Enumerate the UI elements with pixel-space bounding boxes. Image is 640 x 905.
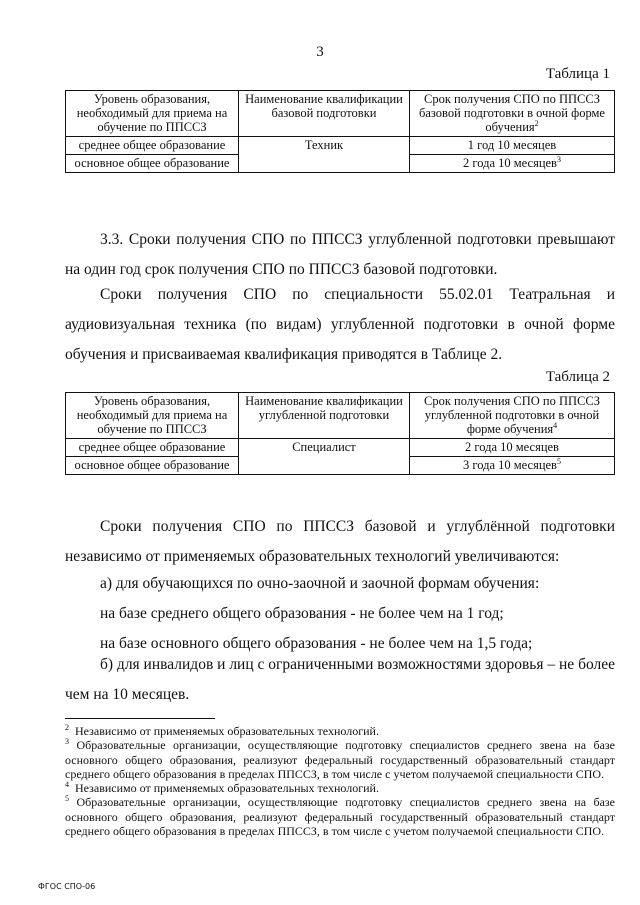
page-number: 3 bbox=[316, 44, 324, 60]
item-a-secondary: на базе среднего общего образования - не более чем на 1 год; bbox=[100, 605, 504, 622]
table2-caption: Таблица 2 bbox=[545, 369, 610, 385]
footnote-divider bbox=[65, 718, 215, 719]
paragraph-increase: Сроки получения СПО по ППССЗ базовой и углублённой подготовки независимо от применяемых образовательных технологий увеличиваются: bbox=[65, 518, 615, 565]
table-row bbox=[66, 137, 615, 155]
footnote-4: $^4$ Независимо от применяемых образовательных технологий. bbox=[65, 780, 379, 796]
table2-header-term: Срок получения СПО по ППССЗ углубленной подготовки в очной форме обучения$^4$ bbox=[410, 393, 615, 439]
table2-term-secondary: 2 года 10 месяцев bbox=[410, 439, 615, 457]
paragraph-terms: Сроки получения СПО по специальности 55.02.01 Театральная и аудиовизуальная техника (по видам) углубленной подготовки в очной форме обучения и присваиваемая квалификация приводятся в Таблице 2. bbox=[65, 286, 615, 363]
table2-level-basic: основное общее образование bbox=[66, 457, 239, 475]
table1-level-basic: основное общее образование bbox=[66, 155, 239, 173]
table1-header-qualification: Наименование квалификации базовой подготовки bbox=[239, 91, 410, 137]
item-a-basic: на базе основного общего образования - не более чем на 1,5 года; bbox=[100, 635, 533, 652]
table1-header-term: Срок получения СПО по ППССЗ базовой подготовки в очной форме обучения$^2$ bbox=[410, 91, 615, 137]
table1-term-secondary: 1 год 10 месяцев bbox=[410, 137, 615, 155]
footer-code: ФГОС СПО-06 bbox=[38, 882, 96, 891]
table2-qualification: Специалист bbox=[239, 439, 410, 475]
table1 bbox=[65, 90, 615, 173]
table1-level-secondary: среднее общее образование bbox=[66, 137, 239, 155]
table2 bbox=[65, 392, 615, 475]
item-a: а) для обучающихся по очно-заочной и заочной формам обучения: bbox=[100, 575, 540, 592]
footnote-5: $^5$ Образовательные организации, осуществляющие подготовку специалистов среднего звена на базе основного общего образования, реализуют федеральный государственный образовательный стандарт среднего общего образования в пределах ППССЗ, в том числе с учетом получаемой специальности СПО. bbox=[65, 794, 616, 839]
table2-header-row bbox=[66, 393, 615, 439]
table-row bbox=[66, 439, 615, 457]
table2-level-secondary: среднее общее образование bbox=[66, 439, 239, 457]
paragraph-3-3: 3.3. Сроки получения СПО по ППССЗ углубленной подготовки превышают на один год срок получения СПО по ППССЗ базовой подготовки. bbox=[65, 231, 615, 278]
table1-header-level: Уровень образования, необходимый для приема на обучение по ППССЗ bbox=[66, 91, 239, 137]
table1-header-row bbox=[66, 91, 615, 137]
table1-qualification: Техник bbox=[239, 137, 410, 173]
table2-term-basic: 3 года 10 месяцев$^5$ bbox=[410, 457, 615, 475]
footnote-3: $^3$ Образовательные организации, осуществляющие подготовку специалистов среднего звена на базе основного общего образования, реализуют федеральный государственный образовательный стандарт среднего общего образования в пределах ППССЗ, в том числе с учетом получаемой специальности СПО. bbox=[65, 737, 616, 781]
table2-header-level: Уровень образования, необходимый для приема на обучение по ППССЗ bbox=[66, 393, 239, 439]
footnotes bbox=[65, 724, 615, 838]
item-b: б) для инвалидов и лиц с ограниченными возможностями здоровья – не более чем на 10 месяцев. bbox=[65, 656, 615, 703]
table1-term-basic: 2 года 10 месяцев$^3$ bbox=[410, 155, 615, 173]
footnote-2: $^2$ Независимо от применяемых образовательных технологий. bbox=[65, 723, 379, 738]
table1-caption: Таблица 1 bbox=[545, 66, 610, 82]
table2-header-qualification: Наименование квалификации углубленной подготовки bbox=[239, 393, 410, 439]
